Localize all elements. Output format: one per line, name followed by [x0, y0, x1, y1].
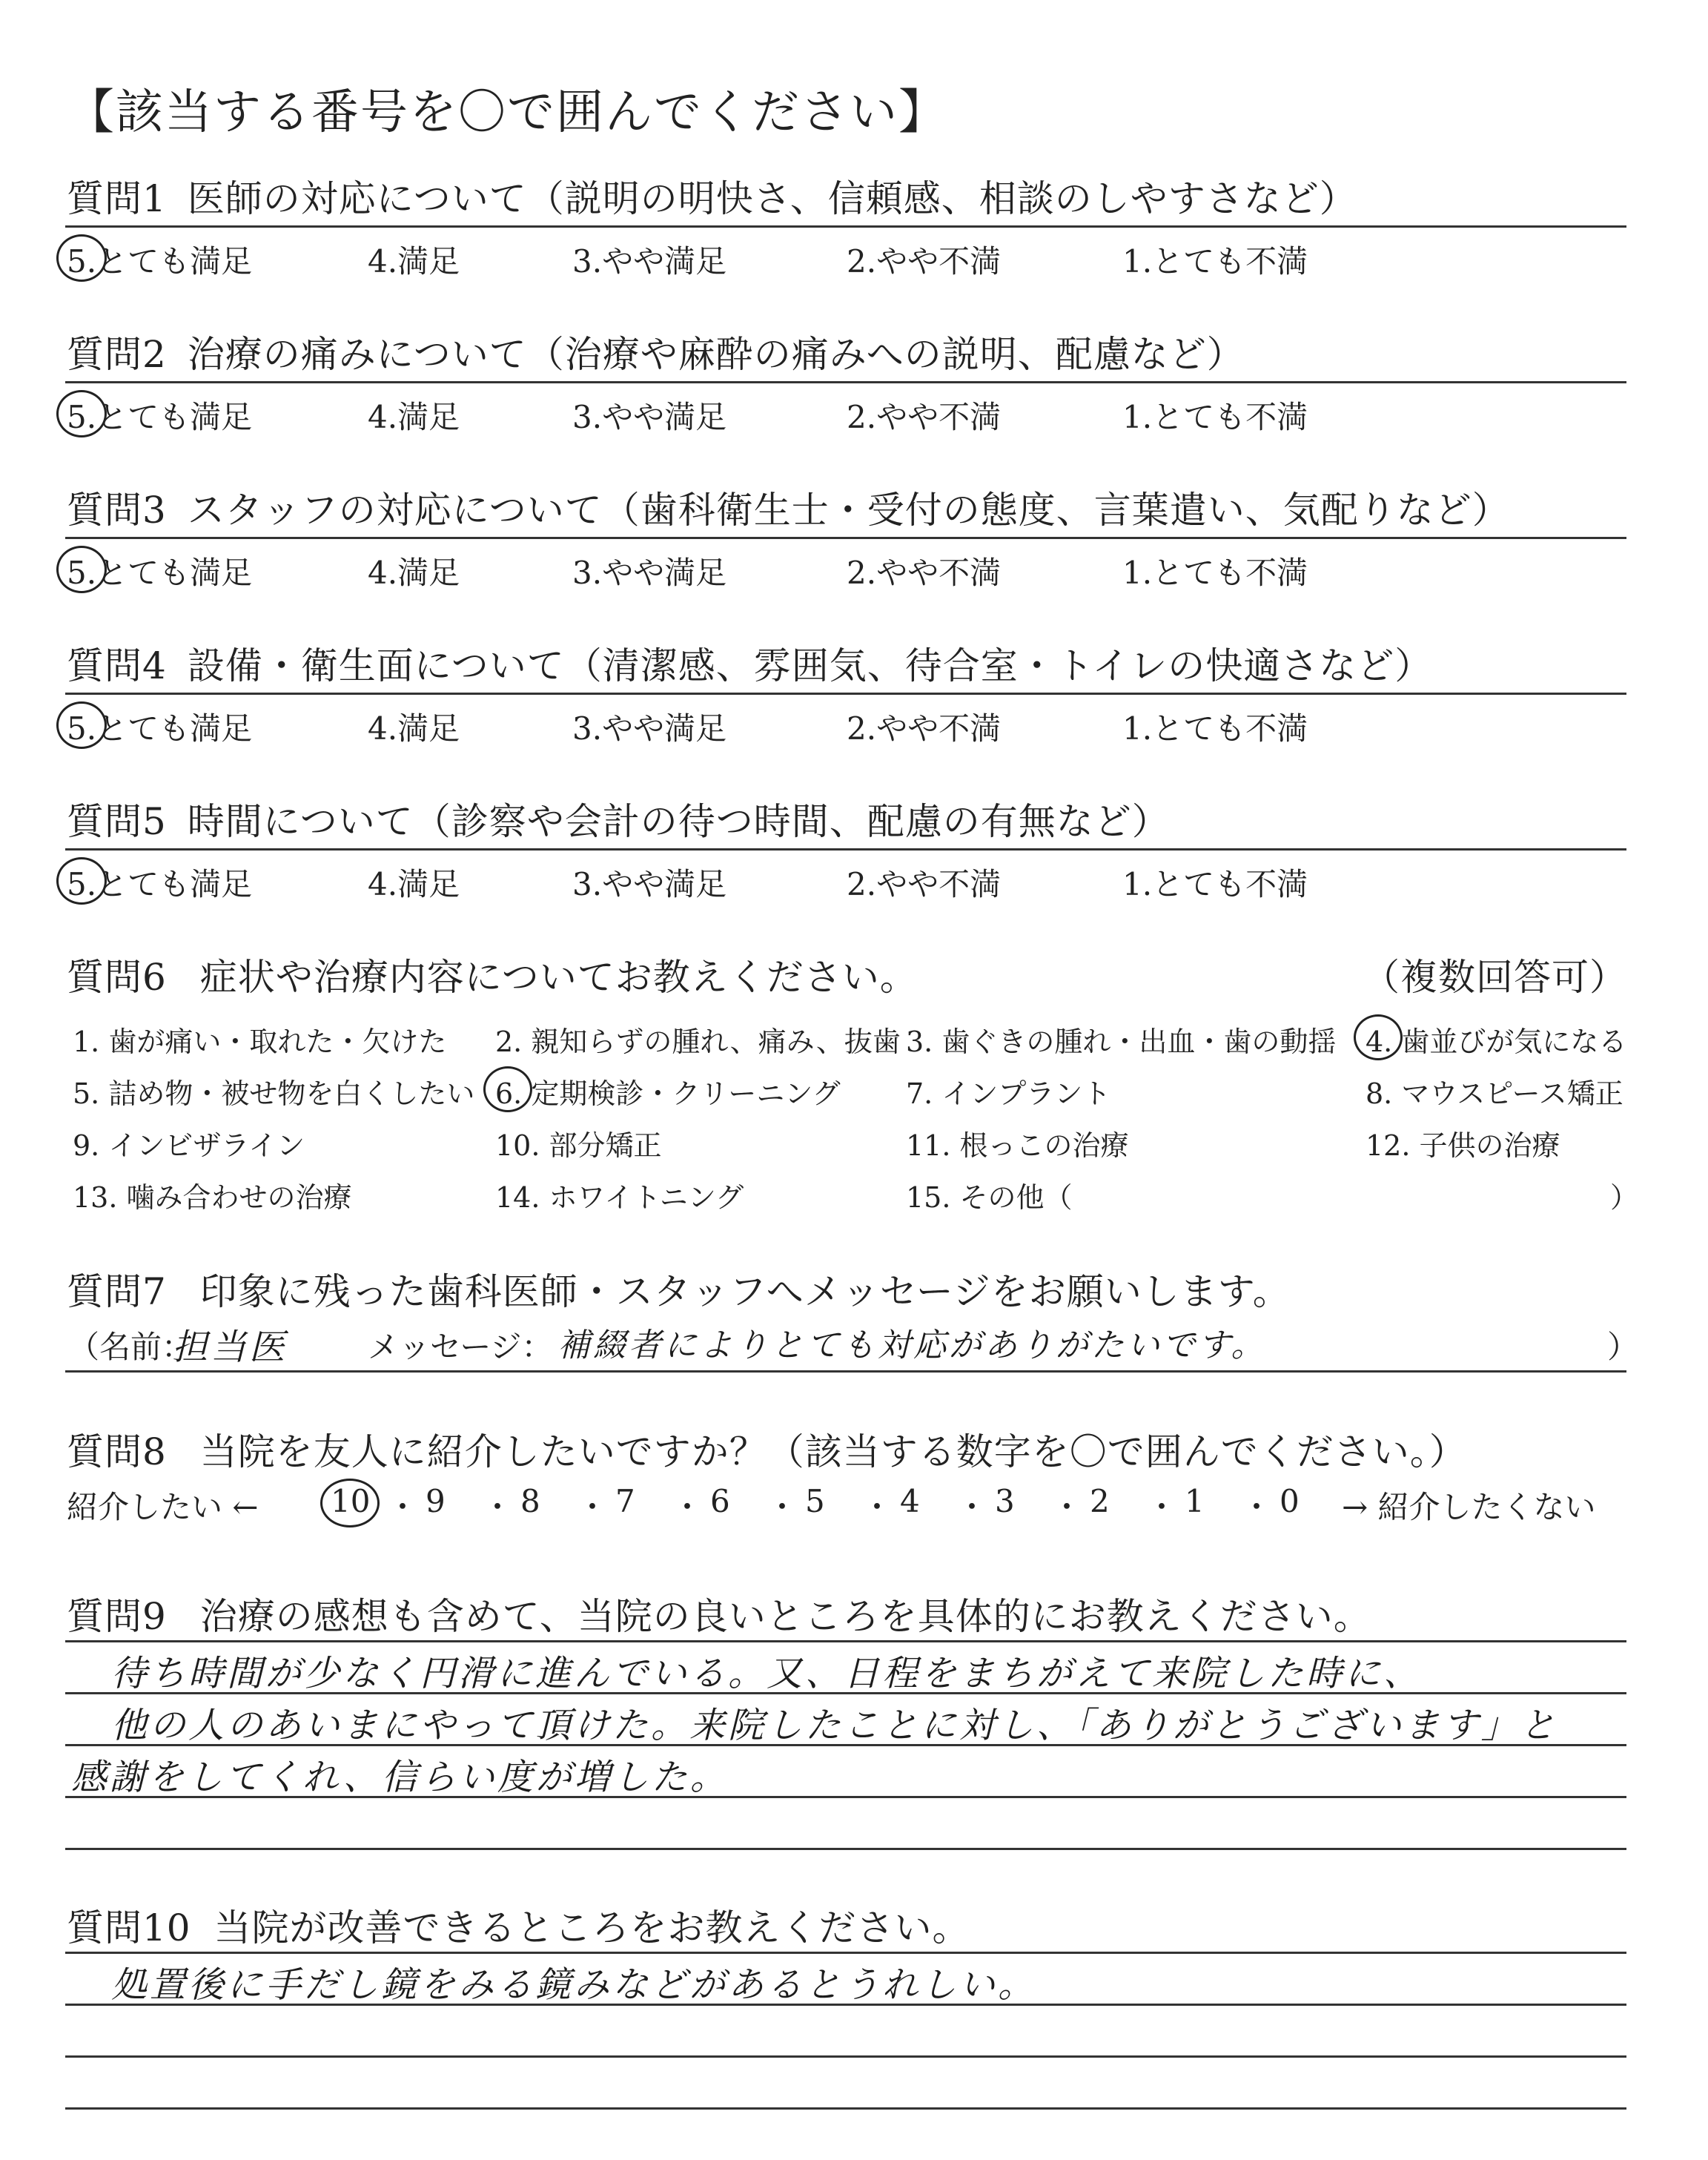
q2-heading: [67, 325, 1245, 378]
q7-message-value[interactable]: 補綴者によりとても対応がありがたいです。: [557, 1327, 1267, 1364]
q8-scale-6[interactable]: 6: [710, 1483, 730, 1519]
q3-option-1[interactable]: 1.とても不満: [1122, 555, 1308, 591]
q6-option-14[interactable]: 14. ホワイトニング: [495, 1181, 744, 1214]
q2-option-3[interactable]: 3.やや満足: [572, 399, 727, 435]
q5-selection-circle: [56, 857, 107, 905]
q9-rule-1: [65, 1640, 1626, 1642]
q3-heading: [67, 480, 1510, 534]
q6-label: 質問6: [67, 956, 167, 999]
q4-option-4[interactable]: 4.満足: [368, 710, 460, 747]
q8-right-label: → 紹介したくない: [1342, 1489, 1596, 1525]
q9-answer-line-1[interactable]: 待ち時間が少なく円滑に進んでいる。又、日程をまちがえて来院した時に、: [111, 1653, 1423, 1694]
q8-selection-circle: [320, 1479, 380, 1527]
q8-text: 当院を友人に紹介したいですか？（該当する数字を〇で囲んでください。）: [199, 1430, 1467, 1473]
q1-option-4[interactable]: 4.満足: [368, 243, 460, 280]
q5-text: 時間について（診察や会計の待つ時間、配慮の有無など）: [187, 800, 1170, 843]
q1-option-5[interactable]: 5.とても満足: [67, 243, 253, 280]
q8-scale-separator: ・: [577, 1489, 609, 1525]
q8-scale-separator: ・: [861, 1489, 893, 1525]
q5-option-3[interactable]: 3.やや満足: [572, 866, 727, 902]
q10-rule-3: [65, 2055, 1626, 2058]
q9-heading: [67, 1587, 1371, 1640]
q1-selection-circle: [56, 234, 107, 282]
q8-scale-separator: ・: [767, 1489, 798, 1525]
q3-rule: [65, 537, 1626, 539]
q9-text: 治療の感想も含めて、当院の良いところを具体的にお教えください。: [199, 1595, 1371, 1638]
q7-name-label: （名前：: [68, 1329, 193, 1365]
q4-text: 設備・衛生面について（清潔感、雰囲気、待合室・トイレの快適さなど）: [187, 644, 1433, 687]
q5-label: 質問5: [67, 800, 167, 843]
q8-scale-separator: ・: [482, 1489, 514, 1525]
q6-option-2[interactable]: 2. 親知らずの腫れ、痛み、抜歯: [495, 1025, 901, 1058]
q8-scale-1[interactable]: 1: [1185, 1483, 1205, 1519]
q10-text: 当院が改善できるところをお教えください。: [214, 1906, 970, 1949]
q4-option-3[interactable]: 3.やや満足: [572, 710, 727, 747]
q6-option-7[interactable]: 7. インプラント: [906, 1077, 1111, 1110]
q3-text: スタッフの対応について（歯科衛生士・受付の態度、言葉遣い、気配りなど）: [187, 489, 1510, 532]
q3-selection-circle: [56, 546, 107, 593]
q5-option-1[interactable]: 1.とても不満: [1122, 866, 1308, 902]
q8-scale-9[interactable]: 9: [426, 1483, 446, 1519]
q7-heading: [67, 1262, 1291, 1315]
q10-rule-1: [65, 1952, 1626, 1954]
q2-text: 治療の痛みについて（治療や麻酔の痛みへの説明、配慮など）: [187, 333, 1245, 376]
q7-close-paren: ）: [1607, 1329, 1639, 1365]
q1-option-2[interactable]: 2.やや不満: [847, 243, 1002, 280]
q6-option-3[interactable]: 3. 歯ぐきの腫れ・出血・歯の動揺: [906, 1025, 1337, 1058]
q8-scale-separator: ・: [672, 1489, 704, 1525]
q7-message-label: メッセージ：: [368, 1329, 553, 1365]
q6-option-10[interactable]: 10. 部分矯正: [495, 1129, 662, 1162]
q4-label: 質問4: [67, 644, 167, 687]
q2-option-5[interactable]: 5.とても満足: [67, 399, 253, 435]
page-title: 【該当する番号を〇で囲んでください】: [67, 85, 947, 140]
q2-option-1[interactable]: 1.とても不満: [1122, 399, 1308, 435]
q8-scale-3[interactable]: 3: [995, 1483, 1015, 1519]
q8-scale-7[interactable]: 7: [615, 1483, 635, 1519]
q3-option-3[interactable]: 3.やや満足: [572, 555, 727, 591]
q8-scale-separator: ・: [1241, 1489, 1273, 1525]
q9-answer-line-2[interactable]: 他の人のあいまにやって頂けた。来院したことに対し、「ありがとうございます」と: [111, 1705, 1559, 1746]
q6-option-13[interactable]: 13. 噛み合わせの治療: [73, 1181, 352, 1214]
q5-option-5[interactable]: 5.とても満足: [67, 866, 253, 902]
q7-label: 質問7: [67, 1270, 167, 1313]
q9-rule-5: [65, 1848, 1626, 1850]
q7-text: 印象に残った歯科医師・スタッフへメッセージをお願いします。: [199, 1270, 1291, 1313]
q4-option-1[interactable]: 1.とても不満: [1122, 710, 1308, 747]
q2-selection-circle: [56, 390, 107, 437]
q1-heading: [67, 169, 1357, 222]
q2-label: 質問2: [67, 333, 167, 376]
q2-rule: [65, 381, 1626, 383]
q8-scale-8[interactable]: 8: [520, 1483, 540, 1519]
q1-text: 医師の対応について（説明の明快さ、信頼感、相談のしやすさなど）: [187, 177, 1357, 220]
q6-option-12[interactable]: 12. 子供の治療: [1366, 1129, 1560, 1162]
q4-option-5[interactable]: 5.とても満足: [67, 710, 253, 747]
q3-label: 質問3: [67, 489, 167, 532]
q1-option-1[interactable]: 1.とても不満: [1122, 243, 1308, 280]
q10-label: 質問10: [67, 1906, 191, 1949]
q8-scale-10[interactable]: 10: [331, 1483, 371, 1519]
q6-selection-circle-4: [1354, 1014, 1403, 1060]
q5-option-4[interactable]: 4.満足: [368, 866, 460, 902]
q8-scale-5[interactable]: 5: [805, 1483, 825, 1519]
q9-label: 質問9: [67, 1595, 167, 1638]
q6-option-11[interactable]: 11. 根っこの治療: [906, 1129, 1129, 1162]
q8-scale-2[interactable]: 2: [1090, 1483, 1110, 1519]
q6-close-paren: ）: [1610, 1181, 1639, 1214]
q5-option-2[interactable]: 2.やや不満: [847, 866, 1002, 902]
q4-rule: [65, 693, 1626, 695]
q1-rule: [65, 225, 1626, 228]
q8-scale-separator: ・: [1146, 1489, 1178, 1525]
q6-text: 症状や治療内容についてお教えください。: [199, 956, 918, 999]
q8-scale-separator: ・: [956, 1489, 988, 1525]
q6-option-9[interactable]: 9. インビザライン: [73, 1129, 305, 1162]
q8-scale-separator: ・: [387, 1489, 419, 1525]
q8-heading: [67, 1422, 1467, 1476]
q8-label: 質問8: [67, 1430, 167, 1473]
q10-heading: [67, 1898, 970, 1952]
q6-option-15[interactable]: 15. その他（: [906, 1181, 1073, 1214]
q9-answer-line-3[interactable]: 感謝をしてくれ、信らい度が増した。: [71, 1757, 729, 1798]
q6-option-6[interactable]: 6. 定期検診・クリーニング: [495, 1077, 841, 1110]
q1-label: 質問1: [67, 177, 167, 220]
q4-heading: [67, 636, 1432, 690]
q2-option-2[interactable]: 2.やや不満: [847, 399, 1002, 435]
q1-option-3[interactable]: 3.やや満足: [572, 243, 727, 280]
q4-selection-circle: [56, 701, 107, 749]
q8-scale-0[interactable]: 0: [1280, 1483, 1300, 1519]
q6-option-4[interactable]: 4. 歯並びが気になる: [1366, 1025, 1627, 1058]
q6-note: （複数回答可）: [1363, 956, 1627, 999]
q6-heading: [67, 948, 918, 1001]
q2-option-4[interactable]: 4.満足: [368, 399, 460, 435]
q6-option-5[interactable]: 5. 詰め物・被せ物を白くしたい: [73, 1077, 475, 1110]
q8-scale-separator: ・: [1051, 1489, 1083, 1525]
q7-rule: [65, 1370, 1626, 1373]
q7-name-value[interactable]: 担当医: [172, 1327, 288, 1368]
q8-left-label: 紹介したい ←: [67, 1489, 259, 1525]
q3-option-4[interactable]: 4.満足: [368, 555, 460, 591]
q6-selection-circle-6: [483, 1066, 532, 1112]
q10-rule-4: [65, 2107, 1626, 2110]
q6-option-8[interactable]: 8. マウスピース矯正: [1366, 1077, 1623, 1110]
q6-option-1[interactable]: 1. 歯が痛い・取れた・欠けた: [73, 1025, 447, 1058]
q8-scale-4[interactable]: 4: [900, 1483, 920, 1519]
q4-option-2[interactable]: 2.やや不満: [847, 710, 1002, 747]
q10-answer-line-1[interactable]: 処置後に手だし鏡をみる鏡みなどがあるとうれしい。: [111, 1964, 1037, 2006]
q5-rule: [65, 848, 1626, 851]
q3-option-5[interactable]: 5.とても満足: [67, 555, 253, 591]
q3-option-2[interactable]: 2.やや不満: [847, 555, 1002, 591]
q5-heading: [67, 792, 1170, 845]
